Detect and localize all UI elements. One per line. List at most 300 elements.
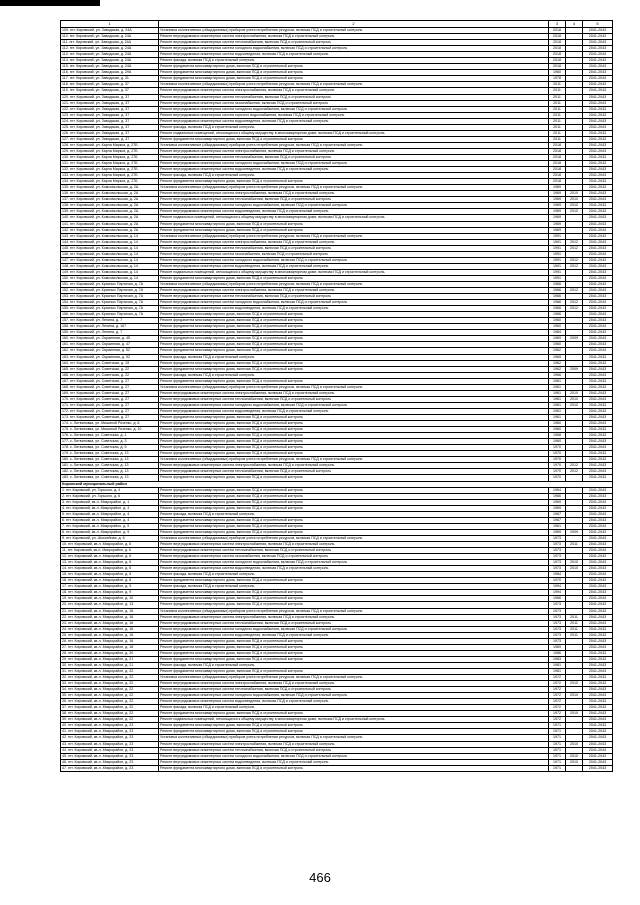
- address-cell: 25. пгт. Кировский, кв-л. Микрорайон, д. 16: [61, 632, 159, 638]
- planned-period-cell: 2041-2043: [583, 717, 613, 723]
- year-built-cell: 1969: [549, 529, 566, 535]
- address-cell: 181. с. Литвиновка, ул. Советская, д. 13: [61, 463, 159, 469]
- year-built-cell: 2018: [549, 46, 566, 52]
- last-repair-cell: 2010: [566, 711, 583, 717]
- address-cell: 149. пгт. Кировский, ул. Комсомольская, д. 14: [61, 269, 159, 275]
- work-type-cell: Ремонт внутридомовых инженерных систем теплоснабжения, включая ПСД и строительный контроль: [159, 245, 549, 251]
- planned-period-cell: 2041-2043: [583, 118, 613, 124]
- address-cell: 138. пгт. Кировский, ул. Комсомольская, д. 2А: [61, 203, 159, 209]
- year-built-cell: 1969: [549, 203, 566, 209]
- work-type-cell: Ремонт фундамента многоквартирного дома, включая ПСД и строительный контроль: [159, 360, 549, 366]
- address-cell: 176. с. Литвиновка, ул. Советская, д. 1: [61, 433, 159, 439]
- work-type-cell: Ремонт фундамента многоквартирного дома, включая ПСД и строительный контроль: [159, 650, 549, 656]
- address-cell: 38. пгт. Кировский, кв-л. Микрорайон, д. 22: [61, 711, 159, 717]
- work-type-cell: Ремонт фундамента многоквартирного дома, включая ПСД и строительный контроль: [159, 499, 549, 505]
- work-type-cell: Ремонт внутридомовых инженерных систем холодного водоснабжения, включая ПСД и строительный контроль: [159, 402, 549, 408]
- work-type-cell: Ремонт внутридомовых инженерных систем холодного водоснабжения, включая ПСД и строительный контроль: [159, 693, 549, 699]
- planned-period-cell: 2041-2043: [583, 330, 613, 336]
- last-repair-cell: 2012: [566, 306, 583, 312]
- planned-period-cell: 2041-2043: [583, 306, 613, 312]
- year-built-cell: 1966: [549, 288, 566, 294]
- last-repair-cell: 2010: [566, 402, 583, 408]
- address-cell: 145. пгт. Кировский, ул. Комсомольская, д. 14: [61, 245, 159, 251]
- planned-period-cell: 2041-2043: [583, 475, 613, 481]
- work-type-cell: Ремонт внутридомовых инженерных систем электроснабжения, включая ПСД и строительный контроль: [159, 541, 549, 547]
- year-built-cell: 2011: [549, 124, 566, 130]
- address-cell: 109. пгт. Кировский, ул. Заводская, д. 24А: [61, 28, 159, 34]
- address-cell: 113. пгт. Кировский, ул. Заводская, д. 24А: [61, 52, 159, 58]
- work-type-cell: Ремонт подвальных помещений, относящихся к общему имуществу в многоквартирном доме, включая ПСД и строительный контроль: [159, 130, 549, 136]
- address-cell: 21. пгт. Кировский, кв-л. Микрорайон, д. 16: [61, 608, 159, 614]
- address-cell: 2. пгт. Кировский, ул. Горького, д. 6: [61, 493, 159, 499]
- year-built-cell: 1973: [549, 541, 566, 547]
- work-type-cell: Ремонт фундамента многоквартирного дома, включая ПСД и строительный контроль: [159, 445, 549, 451]
- year-built-cell: 2018: [549, 64, 566, 70]
- address-cell: 20. пгт. Кировский, кв-л. Микрорайон, д. 13: [61, 602, 159, 608]
- work-type-cell: Ремонт фасада, включая ПСД и строительный контроль: [159, 584, 549, 590]
- planned-period-cell: 2041-2043: [583, 439, 613, 445]
- planned-period-cell: 2041-2043: [583, 130, 613, 136]
- year-built-cell: 1986: [549, 650, 566, 656]
- year-built-cell: 1991: [549, 233, 566, 239]
- planned-period-cell: 2041-2043: [583, 705, 613, 711]
- planned-period-cell: 2041-2043: [583, 239, 613, 245]
- year-built-cell: 2018: [549, 58, 566, 64]
- planned-period-cell: 2041-2043: [583, 294, 613, 300]
- year-built-cell: 1961: [549, 378, 566, 384]
- year-built-cell: 1981: [549, 668, 566, 674]
- address-cell: 163. пгт. Кировский, ул. Окраинная, д. 52: [61, 354, 159, 360]
- planned-period-cell: 2041-2043: [583, 505, 613, 511]
- work-type-cell: Ремонт фундамента многоквартирного дома, включая ПСД и строительный контроль: [159, 668, 549, 674]
- year-built-cell: 2011: [549, 82, 566, 88]
- work-type-cell: Ремонт фундамента многоквартирного дома, включая ПСД и строительный контроль: [159, 590, 549, 596]
- work-type-cell: Установка коллективных (общедомовых) приборов учета потребления ресурсов, включая ПСД и строительный контроль: [159, 281, 549, 287]
- address-cell: 44. пгт. Кировский, кв-л. Микрорайон, д. 23: [61, 747, 159, 753]
- work-type-cell: Ремонт фундамента многоквартирного дома, включая ПСД и строительный контроль: [159, 366, 549, 372]
- work-type-cell: Ремонт внутридомовых инженерных систем электроснабжения, включая ПСД и строительный контроль: [159, 614, 549, 620]
- work-type-cell: Ремонт внутридомовых инженерных систем электроснабжения, включая ПСД и строительный контроль: [159, 288, 549, 294]
- planned-period-cell: 2041-2043: [583, 614, 613, 620]
- year-built-cell: 1966: [549, 294, 566, 300]
- year-built-cell: 2011: [549, 106, 566, 112]
- address-cell: 17. пгт. Кировский, кв-л. Микрорайон, д. 9: [61, 584, 159, 590]
- address-cell: 39. пгт. Кировский, кв-л. Микрорайон, д. 22: [61, 717, 159, 723]
- address-cell: 16. пгт. Кировский, кв-л. Микрорайон, д. 8: [61, 578, 159, 584]
- work-type-cell: Ремонт внутридомовых инженерных систем горячего водоснабжения, включая ПСД и строительный контроль: [159, 112, 549, 118]
- year-built-cell: 1969: [549, 209, 566, 215]
- address-cell: 164. пгт. Кировский, ул. Советская, д. 19: [61, 360, 159, 366]
- address-cell: 135. пгт. Кировский, ул. Комсомольская, д. 2А: [61, 185, 159, 191]
- year-built-cell: 1966: [549, 596, 566, 602]
- address-cell: 147. пгт. Кировский, ул. Комсомольская, д. 14: [61, 257, 159, 263]
- address-cell: 7. пгт. Кировский, кв-л. Микрорайон, д. 5: [61, 523, 159, 529]
- planned-period-cell: 2041-2043: [583, 662, 613, 668]
- address-cell: 15. пгт. Кировский, кв-л. Микрорайон, д. 6: [61, 572, 159, 578]
- planned-period-cell: 2041-2043: [583, 94, 613, 100]
- last-repair-cell: 2011: [566, 620, 583, 626]
- planned-period-cell: 2041-2043: [583, 257, 613, 263]
- planned-period-cell: 2041-2043: [583, 354, 613, 360]
- planned-period-cell: 2041-2043: [583, 281, 613, 287]
- address-cell: 29. пгт. Кировский, кв-л. Микрорайон, д. 21: [61, 656, 159, 662]
- year-built-cell: 1960: [549, 342, 566, 348]
- work-type-cell: Установка коллективных (общедомовых) приборов учета потребления ресурсов, включая ПСД и строительный контроль: [159, 185, 549, 191]
- work-type-cell: Ремонт фундамента многоквартирного дома, включая ПСД и строительный контроль: [159, 324, 549, 330]
- work-type-cell: Ремонт внутридомовых инженерных систем холодного водоснабжения, включая ПСД и строительный контроль: [159, 161, 549, 167]
- address-cell: 1. пгт. Кировский, ул. Горького, д. 4: [61, 487, 159, 493]
- work-type-cell: Ремонт фундамента многоквартирного дома, включая ПСД и строительный контроль: [159, 475, 549, 481]
- year-built-cell: 1966: [549, 312, 566, 318]
- planned-period-cell: 2041-2043: [583, 336, 613, 342]
- document-page: [60, 20, 612, 772]
- address-cell: 180. с. Литвиновка, ул. Советская, д. 13: [61, 457, 159, 463]
- last-repair-cell: 2010: [566, 209, 583, 215]
- last-repair-cell: 2010: [566, 753, 583, 759]
- planned-period-cell: 2041-2043: [583, 493, 613, 499]
- address-cell: 175. с. Литвиновка, ул. Мишиной Розенко, д. 10: [61, 427, 159, 433]
- page-number: 466: [309, 870, 331, 885]
- address-cell: 4. пгт. Кировский, кв-л. Микрорайон, д. 3: [61, 505, 159, 511]
- year-built-cell: 2018: [549, 167, 566, 173]
- work-type-cell: Установка коллективных (общедомовых) приборов учета потребления ресурсов, включая ПСД и строительный контроль: [159, 535, 549, 541]
- year-built-cell: 1969: [549, 191, 566, 197]
- work-type-cell: Ремонт фундамента многоквартирного дома, включая ПСД и строительный контроль: [159, 427, 549, 433]
- planned-period-cell: 2041-2043: [583, 408, 613, 414]
- work-type-cell: Ремонт фундамента многоквартирного дома, включая ПСД и строительный контроль: [159, 596, 549, 602]
- year-built-cell: 1972: [549, 705, 566, 711]
- work-type-cell: Ремонт внутридомовых инженерных систем теплоснабжения, включая ПСД и строительный контроль: [159, 747, 549, 753]
- planned-period-cell: 2041-2043: [583, 402, 613, 408]
- address-cell: 166. пгт. Кировский, ул. Советская, д. 22: [61, 372, 159, 378]
- work-type-cell: Ремонт фундамента многоквартирного дома, включая ПСД и строительный контроль: [159, 487, 549, 493]
- year-built-cell: 1991: [549, 239, 566, 245]
- year-built-cell: 1969: [549, 215, 566, 221]
- table-header-row: [61, 21, 613, 28]
- address-cell: 40. пгт. Кировский, кв-л. Микрорайон, д. 23: [61, 723, 159, 729]
- address-cell: 115. пгт. Кировский, ул. Заводская, д. 24А: [61, 64, 159, 70]
- address-cell: 28. пгт. Кировский, кв-л. Микрорайон, д. 20: [61, 650, 159, 656]
- planned-period-cell: 2041-2043: [583, 197, 613, 203]
- planned-period-cell: 2041-2043: [583, 723, 613, 729]
- last-repair-cell: 2010: [566, 693, 583, 699]
- work-type-cell: Ремонт внутридомовых инженерных систем электроснабжения, включая ПСД и строительный контроль: [159, 390, 549, 396]
- address-cell: 126. пгт. Кировский, ул. Заводская, д. 37: [61, 130, 159, 136]
- address-cell: 170. пгт. Кировский, ул. Советская, д. 27: [61, 396, 159, 402]
- year-built-cell: 2018: [549, 173, 566, 179]
- planned-period-cell: 2041-2043: [583, 34, 613, 40]
- address-cell: 35. пгт. Кировский, кв-л. Микрорайон, д. 22: [61, 693, 159, 699]
- planned-period-cell: 2041-2043: [583, 209, 613, 215]
- address-cell: 144. пгт. Кировский, ул. Комсомольская, д. 14: [61, 239, 159, 245]
- address-cell: 6. пгт. Кировский, кв-л. Микрорайон, д. 4: [61, 517, 159, 523]
- year-built-cell: 1954: [549, 487, 566, 493]
- last-repair-cell: 2012: [566, 245, 583, 251]
- work-type-cell: Ремонт фундамента многоквартирного дома, включая ПСД и строительный контроль: [159, 336, 549, 342]
- address-cell: 174. с. Литвиновка, ул. Мишиной Розенко, д. 8: [61, 421, 159, 427]
- planned-period-cell: 2041-2043: [583, 517, 613, 523]
- planned-period-cell: 2041-2043: [583, 759, 613, 765]
- work-type-cell: Ремонт фундамента многоквартирного дома, включая ПСД и строительный контроль: [159, 312, 549, 318]
- address-cell: 3. пгт. Кировский, кв-л. Микрорайон, д. 1: [61, 499, 159, 505]
- last-repair-cell: 2012: [566, 263, 583, 269]
- work-type-cell: Ремонт внутридомовых инженерных систем газоснабжения, включая ПСД и строительный контроль: [159, 554, 549, 560]
- year-built-cell: 2018: [549, 52, 566, 58]
- year-built-cell: 1967: [549, 517, 566, 523]
- work-type-cell: Ремонт фундамента многоквартирного дома, включая ПСД и строительный контроль: [159, 179, 549, 185]
- work-type-cell: Ремонт внутридомовых инженерных систем водоотведения, включая ПСД и строительный контроль: [159, 566, 549, 572]
- planned-period-cell: 2041-2043: [583, 523, 613, 529]
- work-type-cell: Ремонт фасада, включая ПСД и строительный контроль: [159, 662, 549, 668]
- last-repair-cell: 2009: [566, 366, 583, 372]
- work-type-cell: Ремонт внутридомовых инженерных систем водоотведения, включая ПСД и строительный контроль: [159, 263, 549, 269]
- planned-period-cell: 2041-2043: [583, 451, 613, 457]
- work-type-cell: Ремонт фундамента многоквартирного дома, включая ПСД и строительный контроль: [159, 433, 549, 439]
- work-type-cell: Ремонт фундамента многоквартирного дома, включая ПСД и строительный контроль: [159, 318, 549, 324]
- year-built-cell: 1984: [549, 330, 566, 336]
- work-type-cell: Ремонт внутридомовых инженерных систем электроснабжения, включая ПСД и строительный контроль: [159, 191, 549, 197]
- work-type-cell: Ремонт фундамента многоквартирного дома, включая ПСД и строительный контроль: [159, 711, 549, 717]
- table-body-part-2: [61, 487, 613, 771]
- planned-period-cell: 2041-2043: [583, 342, 613, 348]
- planned-period-cell: 2041-2043: [583, 741, 613, 747]
- address-cell: 136. пгт. Кировский, ул. Комсомольская, д. 2А: [61, 191, 159, 197]
- year-built-cell: 1973: [549, 554, 566, 560]
- year-built-cell: 2018: [549, 34, 566, 40]
- year-built-cell: 1973: [549, 548, 566, 554]
- planned-period-cell: 2041-2043: [583, 535, 613, 541]
- work-type-cell: Ремонт фундамента многоквартирного дома, включая ПСД и строительный контроль: [159, 529, 549, 535]
- year-built-cell: 1962: [549, 348, 566, 354]
- address-cell: 22. пгт. Кировский, кв-л. Микрорайон, д. 16: [61, 614, 159, 620]
- address-cell: 150. пгт. Кировский, ул. Комсомольская, д. 14: [61, 275, 159, 281]
- planned-period-cell: 2041-2043: [583, 191, 613, 197]
- work-type-cell: Ремонт внутридомовых инженерных систем электроснабжения, включая ПСД и строительный контроль: [159, 88, 549, 94]
- planned-period-cell: 2041-2043: [583, 40, 613, 46]
- address-cell: 123. пгт. Кировский, ул. Заводская, д. 37: [61, 112, 159, 118]
- last-repair-cell: 2011: [566, 541, 583, 547]
- planned-period-cell: 2041-2043: [583, 765, 613, 771]
- planned-period-cell: 2041-2043: [583, 687, 613, 693]
- year-built-cell: 2018: [549, 161, 566, 167]
- address-cell: 31. пгт. Кировский, кв-л. Микрорайон, д. 22: [61, 668, 159, 674]
- work-type-cell: Ремонт фасада, включая ПСД и строительный контроль: [159, 58, 549, 64]
- planned-period-cell: 2041-2043: [583, 735, 613, 741]
- year-built-cell: 1972: [549, 675, 566, 681]
- work-type-cell: Установка коллективных (общедомовых) приборов учета потребления ресурсов, включая ПСД и строительный контроль: [159, 82, 549, 88]
- address-cell: 128. пгт. Кировский, ул. Карла Маркса, д. 27Б: [61, 142, 159, 148]
- planned-period-cell: 2041-2043: [583, 578, 613, 584]
- year-built-cell: 1984: [549, 572, 566, 578]
- year-built-cell: 1973: [549, 535, 566, 541]
- planned-period-cell: 2041-2043: [583, 58, 613, 64]
- planned-period-cell: 2041-2043: [583, 415, 613, 421]
- year-built-cell: 1978: [549, 76, 566, 82]
- address-cell: 41. пгт. Кировский, кв-л. Микрорайон, д. 23: [61, 729, 159, 735]
- year-built-cell: 2011: [549, 100, 566, 106]
- year-built-cell: 1960: [549, 439, 566, 445]
- work-type-cell: Установка коллективных (общедомовых) приборов учета потребления ресурсов, включая ПСД и строительный контроль: [159, 142, 549, 148]
- address-cell: 10. пгт. Кировский, кв-л. Микрорайон, д. 6: [61, 541, 159, 547]
- planned-period-cell: 2041-2043: [583, 469, 613, 475]
- last-repair-cell: 2012: [566, 300, 583, 306]
- year-built-cell: 1968: [549, 433, 566, 439]
- planned-period-cell: 2041-2043: [583, 548, 613, 554]
- work-type-cell: Ремонт фасада, включая ПСД и строительный контроль: [159, 124, 549, 130]
- header-col-1: 1: [61, 21, 159, 28]
- planned-period-cell: 2041-2043: [583, 396, 613, 402]
- work-type-cell: Ремонт внутридомовых инженерных систем теплоснабжения, включая ПСД и строительный контроль: [159, 396, 549, 402]
- address-cell: 169. пгт. Кировский, ул. Советская, д. 27: [61, 390, 159, 396]
- address-cell: 34. пгт. Кировский, кв-л. Микрорайон, д. 22: [61, 687, 159, 693]
- year-built-cell: 2018: [549, 148, 566, 154]
- planned-period-cell: 2041-2043: [583, 263, 613, 269]
- address-cell: 111. пгт. Кировский, ул. Заводская, д. 24А: [61, 40, 159, 46]
- planned-period-cell: 2041-2043: [583, 142, 613, 148]
- last-repair-cell: 2011: [566, 632, 583, 638]
- year-built-cell: 1973: [549, 608, 566, 614]
- work-type-cell: Ремонт внутридомовых инженерных систем теплоснабжения, включая ПСД и строительный контроль: [159, 469, 549, 475]
- table-body-part-1: [61, 28, 613, 482]
- address-cell: 47. пгт. Кировский, кв-л. Микрорайон, д. 23: [61, 765, 159, 771]
- year-built-cell: 1961: [549, 415, 566, 421]
- address-cell: 168. пгт. Кировский, ул. Советская, д. 27: [61, 384, 159, 390]
- address-cell: 13. пгт. Кировский, кв-л. Микрорайон, д. 6: [61, 560, 159, 566]
- year-built-cell: 1966: [549, 300, 566, 306]
- address-cell: 183. с. Литвиновка, ул. Советская, д. 13: [61, 475, 159, 481]
- work-type-cell: Установка коллективных (общедомовых) приборов учета потребления ресурсов, включая ПСД и строительный контроль: [159, 28, 549, 34]
- last-repair-cell: [566, 765, 583, 771]
- work-type-cell: Ремонт внутридомовых инженерных систем холодного водоснабжения, включая ПСД и строительный контроль: [159, 106, 549, 112]
- work-type-cell: Ремонт внутридомовых инженерных систем электроснабжения, включая ПСД и строительный контроль: [159, 463, 549, 469]
- planned-period-cell: 2041-2043: [583, 312, 613, 318]
- year-built-cell: 1973: [549, 560, 566, 566]
- year-built-cell: 1972: [549, 711, 566, 717]
- address-cell: 18. пгт. Кировский, кв-л. Микрорайон, д. 9: [61, 590, 159, 596]
- year-built-cell: 1967: [549, 511, 566, 517]
- planned-period-cell: 2041-2043: [583, 52, 613, 58]
- work-type-cell: Ремонт фасада, включая ПСД и строительный контроль: [159, 705, 549, 711]
- work-type-cell: Ремонт внутридомовых инженерных систем газоснабжения, включая ПСД и строительный контроль: [159, 251, 549, 257]
- address-cell: 114. пгт. Кировский, ул. Заводская, д. 24А: [61, 58, 159, 64]
- work-type-cell: Ремонт внутридомовых инженерных систем теплоснабжения, включая ПСД и строительный контроль: [159, 294, 549, 300]
- planned-period-cell: 2041-2043: [583, 390, 613, 396]
- work-type-cell: Ремонт фундамента многоквартирного дома, включая ПСД и строительный контроль: [159, 578, 549, 584]
- address-cell: 156. пгт. Кировский, ул. Красных Партизан, д. 7А: [61, 312, 159, 318]
- planned-period-cell: 2041-2043: [583, 421, 613, 427]
- planned-period-cell: 2041-2043: [583, 499, 613, 505]
- planned-period-cell: 2041-2043: [583, 384, 613, 390]
- address-cell: 24. пгт. Кировский, кв-л. Микрорайон, д. 16: [61, 626, 159, 632]
- year-built-cell: 1962: [549, 360, 566, 366]
- address-cell: 36. пгт. Кировский, кв-л. Микрорайон, д. 22: [61, 699, 159, 705]
- work-type-cell: Ремонт внутридомовых инженерных систем водоотведения, включая ПСД и строительный контроль: [159, 209, 549, 215]
- address-cell: 173. пгт. Кировский, ул. Советская, д. 27: [61, 415, 159, 421]
- work-type-cell: Ремонт внутридомовых инженерных систем водоотведения, включая ПСД и строительный контроль: [159, 52, 549, 58]
- work-type-cell: Ремонт внутридомовых инженерных систем водоотведения, включая ПСД и строительный контроль: [159, 759, 549, 765]
- year-built-cell: 1961: [549, 384, 566, 390]
- address-cell: 177. с. Литвиновка, ул. Советская, д. 3: [61, 439, 159, 445]
- last-repair-cell: 2010: [566, 203, 583, 209]
- planned-period-cell: 2041-2043: [583, 288, 613, 294]
- address-cell: 162. пгт. Кировский, ул. Окраинная, д. 52: [61, 348, 159, 354]
- planned-period-cell: 2041-2043: [583, 167, 613, 173]
- address-cell: 5. пгт. Кировский, кв-л. Микрорайон, д. 4: [61, 511, 159, 517]
- work-type-cell: Ремонт внутридомовых инженерных систем теплоснабжения, включая ПСД и строительный контроль: [159, 154, 549, 160]
- address-cell: 37. пгт. Кировский, кв-л. Микрорайон, д. 22: [61, 705, 159, 711]
- address-cell: 32. пгт. Кировский, кв-л. Микрорайон, д. 22: [61, 675, 159, 681]
- address-cell: 8. пгт. Кировский, кв-л. Микрорайон, д. 5: [61, 529, 159, 535]
- address-cell: 45. пгт. Кировский, кв-л. Микрорайон, д. 23: [61, 753, 159, 759]
- work-type-cell: Ремонт внутридомовых инженерных систем водоотведения, включая ПСД и строительный контроль: [159, 408, 549, 414]
- planned-period-cell: 2041-2043: [583, 76, 613, 82]
- work-type-cell: Ремонт внутридомовых инженерных систем электроснабжения, включая ПСД и строительный контроль: [159, 239, 549, 245]
- address-cell: 43. пгт. Кировский, кв-л. Микрорайон, д. 23: [61, 741, 159, 747]
- work-type-cell: Ремонт фундамента многоквартирного дома, включая ПСД и строительный контроль: [159, 221, 549, 227]
- planned-period-cell: 2041-2043: [583, 161, 613, 167]
- year-built-cell: 1970: [549, 469, 566, 475]
- address-cell: 121. пгт. Кировский, ул. Заводская, д. 37: [61, 100, 159, 106]
- year-built-cell: 2018: [549, 179, 566, 185]
- last-repair-cell: 2010: [566, 681, 583, 687]
- planned-period-cell: 2041-2043: [583, 596, 613, 602]
- planned-period-cell: 2041-2043: [583, 668, 613, 674]
- address-cell: 179. с. Литвиновка, ул. Советская, д. 13: [61, 451, 159, 457]
- work-type-cell: Ремонт фундамента многоквартирного дома, включая ПСД и строительный контроль: [159, 493, 549, 499]
- year-built-cell: 1981: [549, 662, 566, 668]
- work-type-cell: Ремонт внутридомовых инженерных систем теплоснабжения, включая ПСД и строительный контроль: [159, 687, 549, 693]
- year-built-cell: 1970: [549, 578, 566, 584]
- work-type-cell: Ремонт фасада, включая ПСД и строительный контроль: [159, 173, 549, 179]
- section-title: Кировский муниципальный район: [61, 481, 613, 487]
- year-built-cell: 2018: [549, 40, 566, 46]
- work-type-cell: Ремонт фундамента многоквартирного дома, включая ПСД и строительный контроль: [159, 275, 549, 281]
- address-cell: 140. пгт. Кировский, ул. Комсомольская, д. 2А: [61, 215, 159, 221]
- address-cell: 30. пгт. Кировский, кв-л. Микрорайон, д. 21: [61, 662, 159, 668]
- year-built-cell: 1961: [549, 402, 566, 408]
- year-built-cell: 1970: [549, 463, 566, 469]
- year-built-cell: 1991: [549, 263, 566, 269]
- year-built-cell: 1970: [549, 475, 566, 481]
- year-built-cell: 1960: [549, 70, 566, 76]
- address-cell: 152. пгт. Кировский, ул. Красных Партизан, д. 7А: [61, 288, 159, 294]
- year-built-cell: 1972: [549, 699, 566, 705]
- year-built-cell: 1973: [549, 620, 566, 626]
- address-cell: 148. пгт. Кировский, ул. Комсомольская, д. 14: [61, 263, 159, 269]
- planned-period-cell: 2041-2043: [583, 554, 613, 560]
- year-built-cell: 1966: [549, 493, 566, 499]
- year-built-cell: 1960: [549, 427, 566, 433]
- work-type-cell: Ремонт фундамента многоквартирного дома, включая ПСД и строительный контроль: [159, 517, 549, 523]
- year-built-cell: 1969: [549, 336, 566, 342]
- header-col-4: 4: [566, 21, 583, 28]
- year-built-cell: 2018: [549, 28, 566, 34]
- year-built-cell: 1972: [549, 717, 566, 723]
- planned-period-cell: 2041-2043: [583, 729, 613, 735]
- work-type-cell: Установка коллективных (общедомовых) приборов учета потребления ресурсов, включая ПСД и строительный контроль: [159, 457, 549, 463]
- address-cell: 9. пгт. Кировский, ул. Шоссейная, д. 6: [61, 535, 159, 541]
- planned-period-cell: 2041-2043: [583, 675, 613, 681]
- work-type-cell: Ремонт фасада, включая ПСД и строительный контроль: [159, 572, 549, 578]
- planned-period-cell: 2041-2043: [583, 487, 613, 493]
- year-built-cell: 1991: [549, 257, 566, 263]
- year-built-cell: 1969: [549, 221, 566, 227]
- work-type-cell: Ремонт внутридомовых инженерных систем холодного водоснабжения, включая ПСД и строительный контроль: [159, 257, 549, 263]
- address-cell: 117. пгт. Кировский, ул. Заводская, д. 31: [61, 76, 159, 82]
- work-type-cell: Ремонт фундамента многоквартирного дома, включая ПСД и строительный контроль: [159, 342, 549, 348]
- work-type-cell: Ремонт внутридомовых инженерных систем водоотведения, включая ПСД и строительный контроль: [159, 167, 549, 173]
- address-cell: 139. пгт. Кировский, ул. Комсомольская, д. 2А: [61, 209, 159, 215]
